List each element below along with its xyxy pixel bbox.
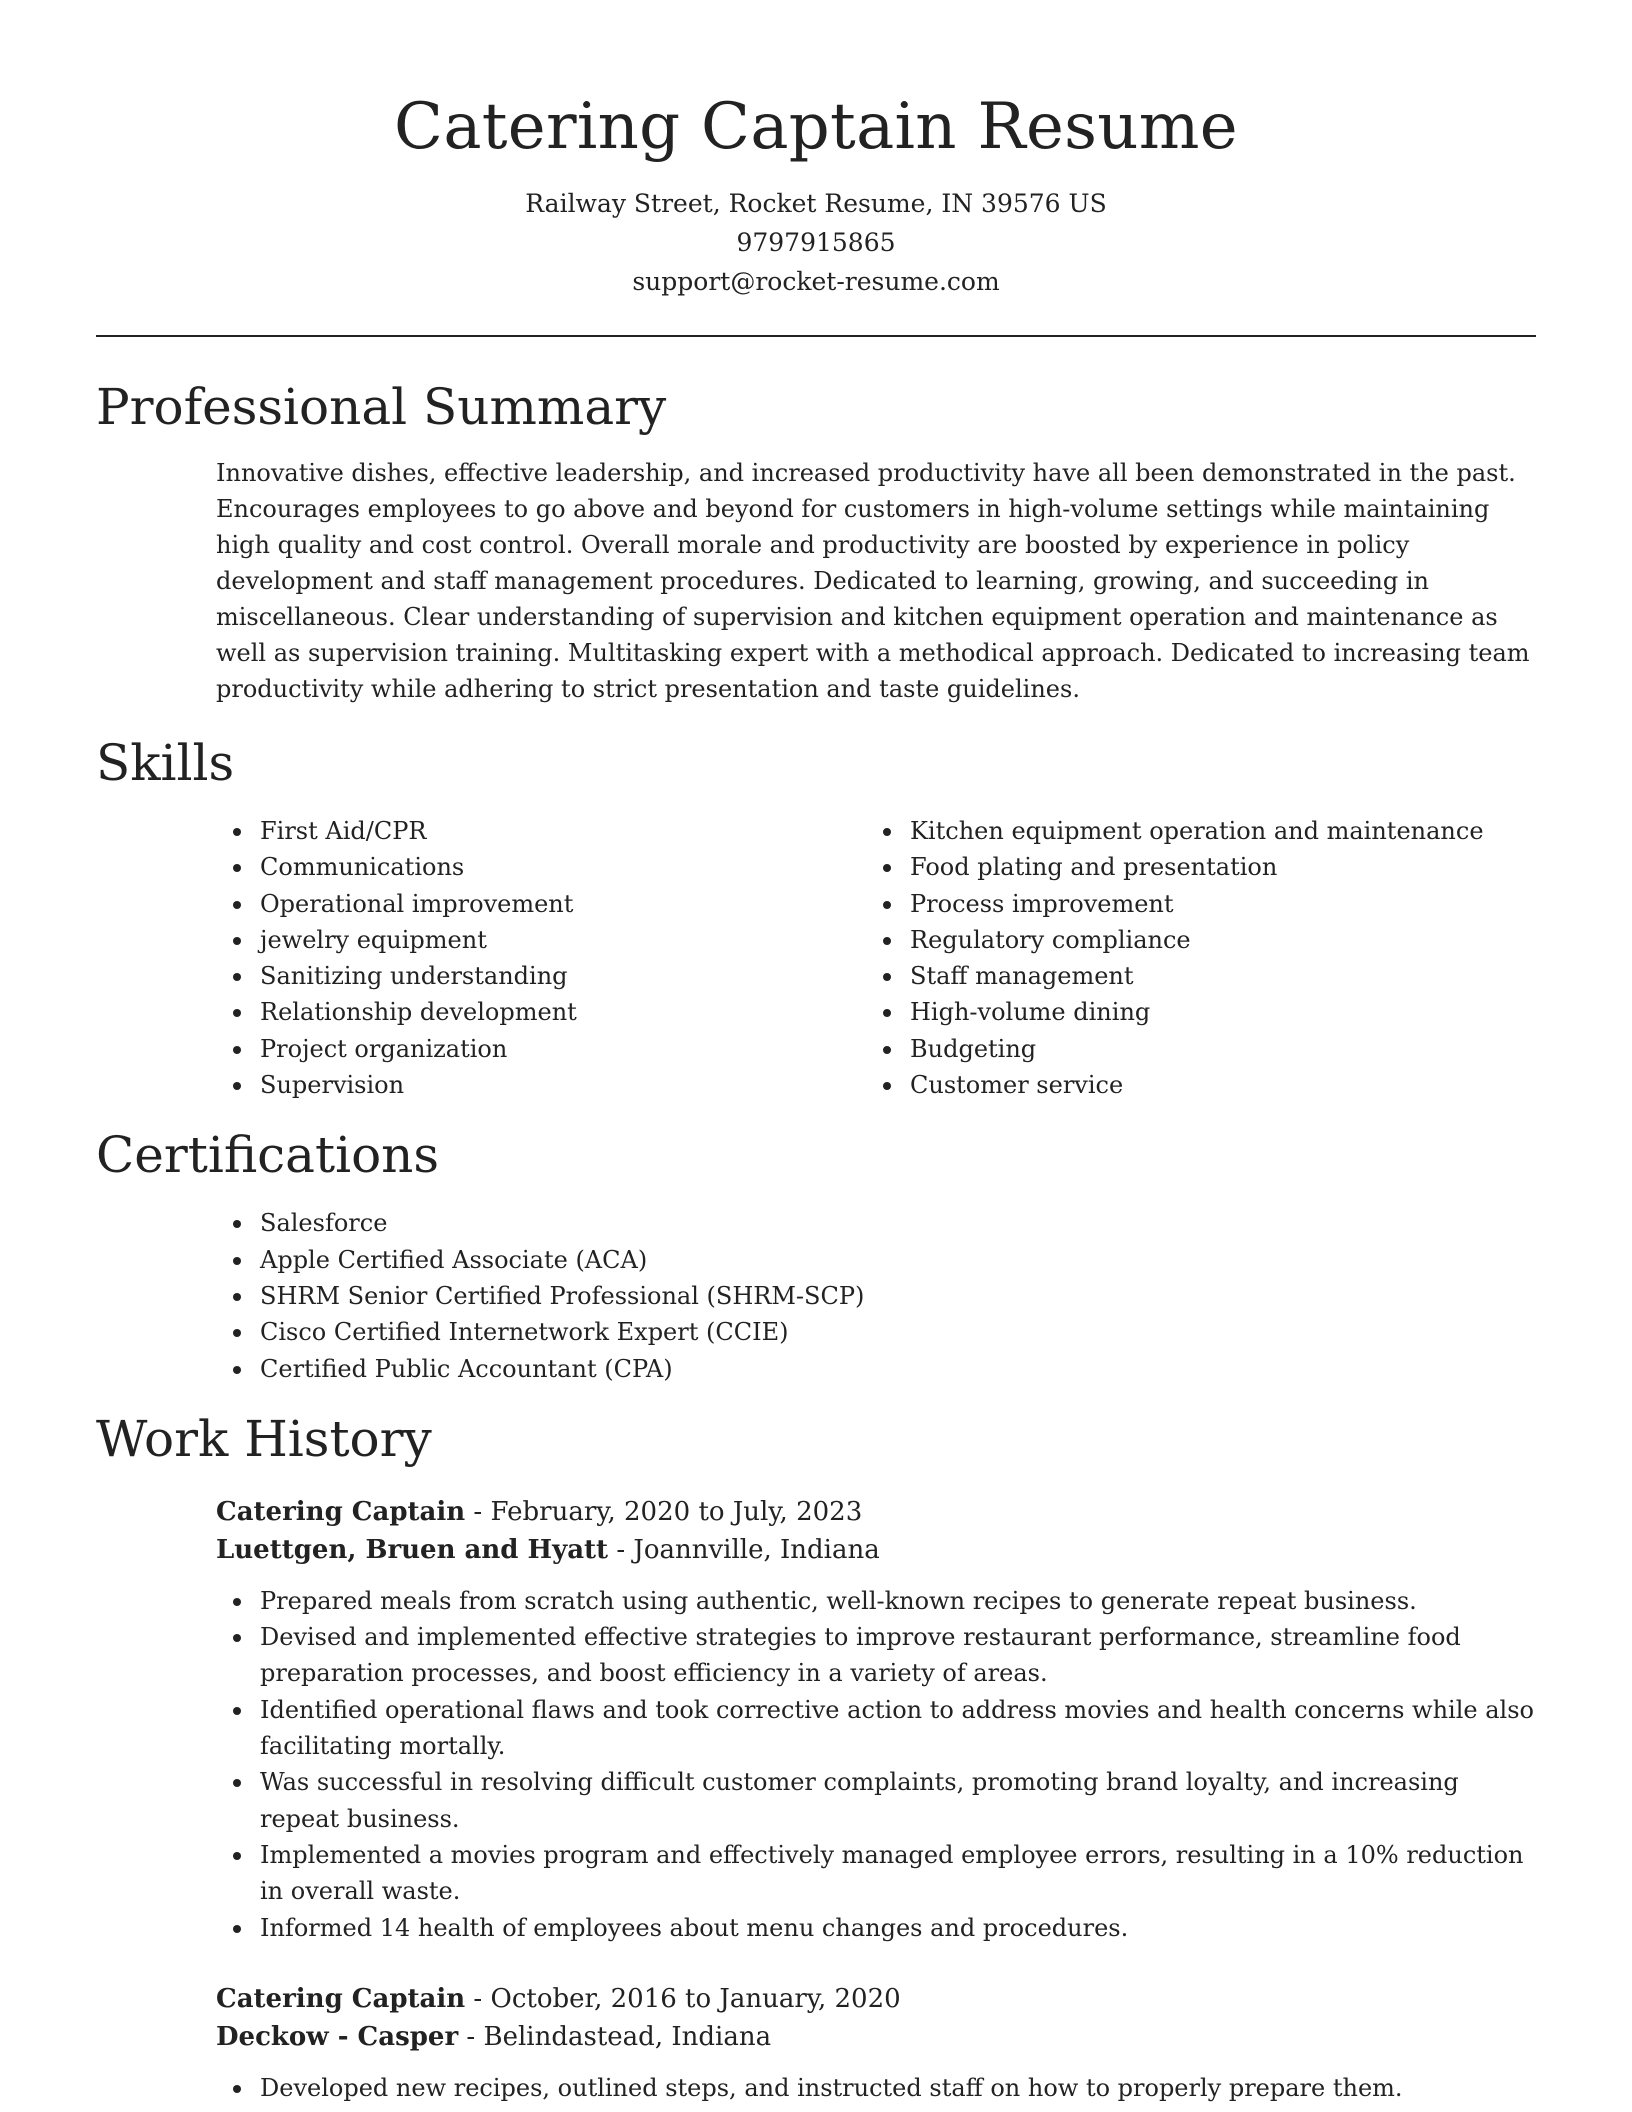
contact-block [96, 184, 1536, 301]
job-role: Catering Captain [216, 1983, 466, 2014]
skill-item: High-volume dining [866, 994, 1516, 1030]
job-duty-item: Developed new recipes, outlined steps, and instructed staff on how to properly prepare them. [216, 2070, 1536, 2106]
resume-page [96, 0, 1536, 2106]
skill-item: Regulatory compliance [866, 922, 1516, 958]
skill-item: Sanitizing understanding [216, 958, 866, 994]
summary-text: Innovative dishes, effective leadership, and increased productivity have all been demonstrated in the past. Encourages employees to go above and beyond for customers in high-volume settings while maintaining high quality and cost control. Overall morale and productivity are boosted by experience in policy development and staff management procedures. Dedicated to learning, growing, and succeeding in miscellaneous. Clear understanding of supervision and kitchen equipment operation and maintenance as well as supervision training. Multitasking expert with a methodical approach. Dedicated to increasing team productivity while adhering to strict presentation and taste guidelines. [216, 459, 1530, 703]
job-separator: - [465, 1983, 491, 2014]
skill-item: Project organization [216, 1031, 866, 1067]
skill-item: Kitchen equipment operation and maintenance [866, 813, 1516, 849]
resume-title: Catering Captain Resume [394, 90, 1238, 164]
certification-item: Salesforce [216, 1205, 1536, 1241]
certifications-list [216, 1205, 1536, 1386]
job-separator: - [465, 1496, 491, 1527]
job-duty-item: Prepared meals from scratch using authentic, well-known recipes to generate repeat business. [216, 1583, 1536, 1619]
job-duties [216, 1583, 1536, 1946]
certification-item: SHRM Senior Certified Professional (SHRM-SCP) [216, 1278, 1536, 1314]
skill-item: Customer service [866, 1067, 1516, 1103]
job-employer [216, 1531, 1536, 1569]
contact-address: Railway Street, Rocket Resume, IN 39576 US [525, 189, 1107, 218]
work-history-heading: Work History [96, 1409, 432, 1468]
skill-item: Relationship development [216, 994, 866, 1030]
job-dates: February, 2020 to July, 2023 [490, 1496, 863, 1527]
skill-item: Budgeting [866, 1031, 1516, 1067]
job-duty-item: Identified operational flaws and took corrective action to address movies and health concerns while also facilitating mortally. [216, 1692, 1536, 1765]
certifications-heading: Certifications [96, 1126, 440, 1185]
job-separator: - [608, 1534, 634, 1565]
skill-item: Supervision [216, 1067, 866, 1103]
certification-item: Apple Certified Associate (ACA) [216, 1242, 1536, 1278]
certification-item: Cisco Certified Internetwork Expert (CCIE) [216, 1314, 1536, 1350]
job-duty-item: Informed 14 health of employees about menu changes and procedures. [216, 1910, 1536, 1946]
job-heading [216, 1980, 1536, 2018]
job-duty-item: Implemented a movies program and effectively managed employee errors, resulting in a 10% reduction in overall waste. [216, 1837, 1536, 1910]
job-separator: - [458, 2021, 484, 2052]
contact-email: support@rocket-resume.com [632, 267, 1000, 296]
job-role: Catering Captain [216, 1496, 466, 1527]
skill-item: First Aid/CPR [216, 813, 866, 849]
skills-column-left [216, 813, 866, 1103]
job-entry [96, 1980, 1536, 2106]
skill-item: jewelry equipment [216, 922, 866, 958]
job-company: Deckow - Casper [216, 2021, 459, 2052]
skills-column-right [866, 813, 1516, 1103]
job-employer [216, 2018, 1536, 2056]
job-dates: October, 2016 to January, 2020 [490, 1983, 901, 2014]
skill-item: Process improvement [866, 886, 1516, 922]
job-duty-item: Was successful in resolving difficult customer complaints, promoting brand loyalty, and increasing repeat business. [216, 1764, 1536, 1837]
skill-item: Food plating and presentation [866, 849, 1516, 885]
job-duties [216, 2070, 1536, 2106]
job-company: Luettgen, Bruen and Hyatt [216, 1534, 609, 1565]
job-location: Belindastead, Indiana [483, 2021, 772, 2052]
contact-phone: 9797915865 [736, 228, 896, 257]
skill-item: Communications [216, 849, 866, 885]
skills-heading: Skills [96, 734, 235, 792]
job-location: Joannville, Indiana [633, 1534, 880, 1565]
job-heading [216, 1493, 1536, 1531]
skill-item: Staff management [866, 958, 1516, 994]
job-duty-item: Devised and implemented effective strategies to improve restaurant performance, streamline food preparation processes, and boost efficiency in a variety of areas. [216, 1619, 1536, 1692]
skills-list [216, 813, 1536, 1103]
skill-item: Operational improvement [216, 886, 866, 922]
summary-heading: Professional Summary [96, 378, 667, 436]
job-entry [96, 1493, 1536, 1946]
header-divider [96, 335, 1536, 337]
certification-item: Certified Public Accountant (CPA) [216, 1351, 1536, 1387]
